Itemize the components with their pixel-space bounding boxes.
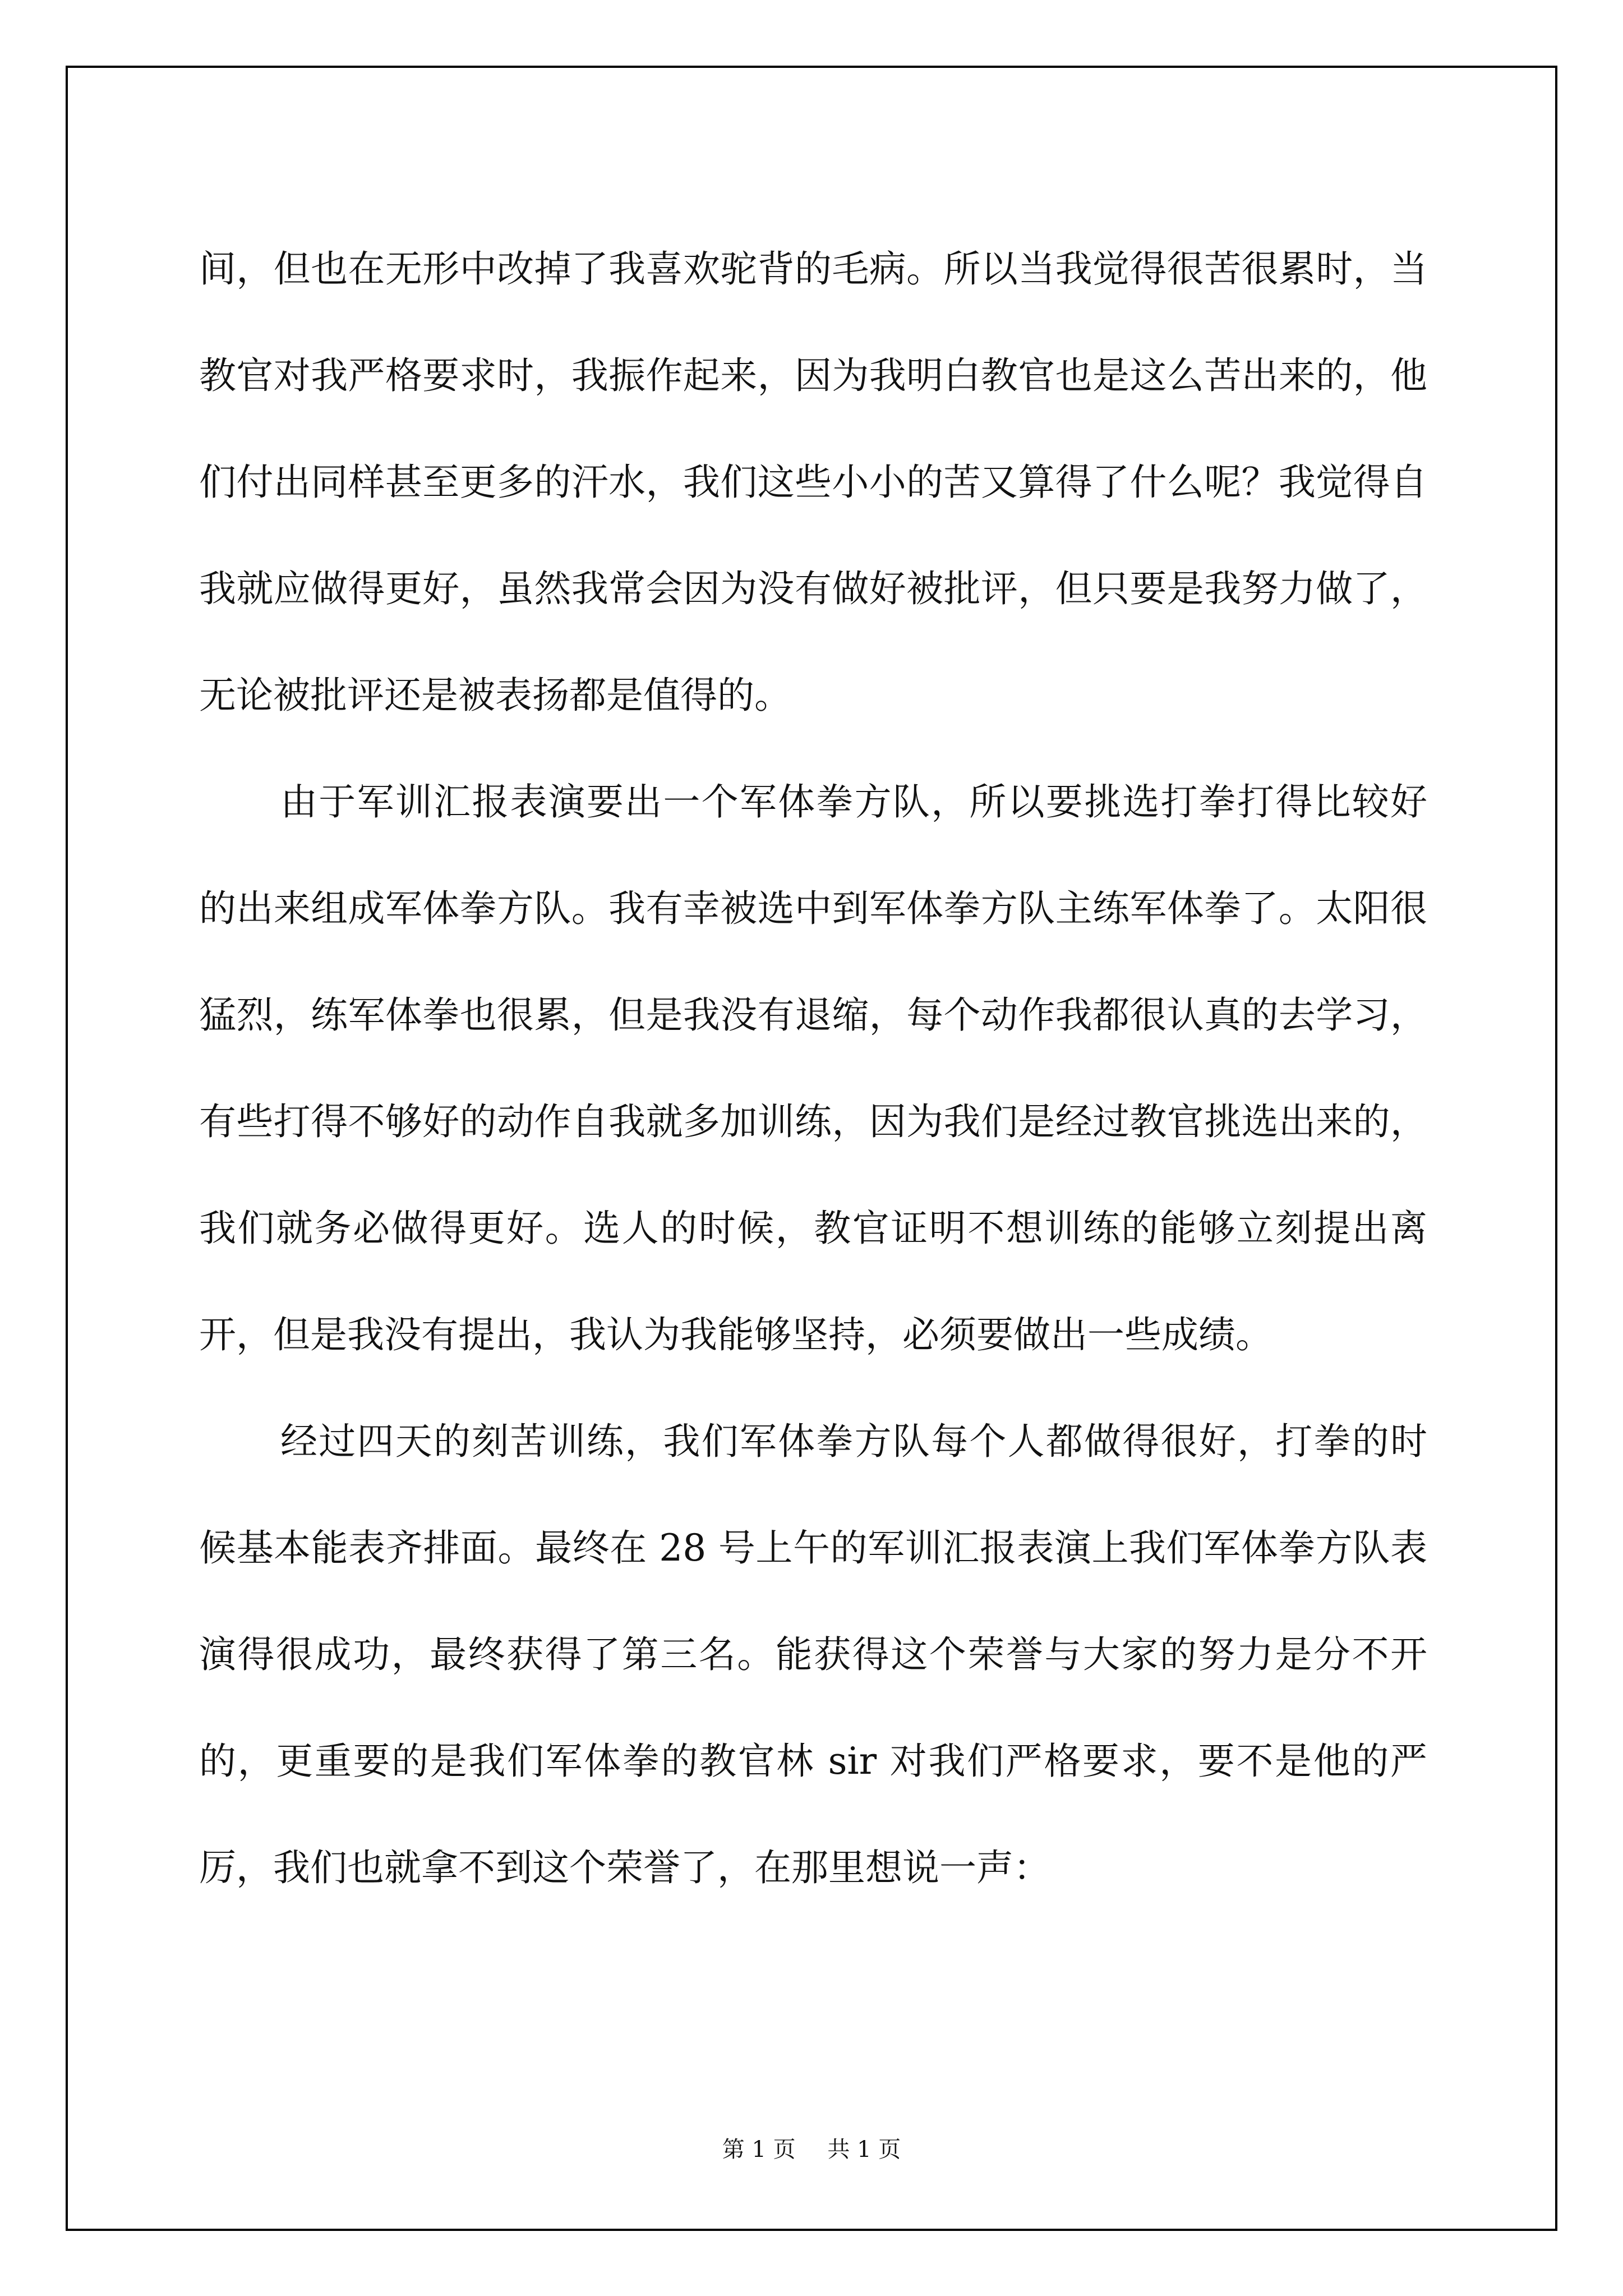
page-number-total: 共 1 页 [827,2137,901,2162]
paragraph-2: 由于军训汇报表演要出一个军体拳方队，所以要挑选打拳打得比较好的出来组成军体拳方队。我有幸被选中到军体拳方队主练军体拳了。太阳很猛烈，练军体拳也很累，但是我没有退缩，每个动作我都很认真的去学习，有些打得不够好的动作自我就多加训练，因为我们是经过教官挑选出来的，我们就务必做得更好。选人的时候，教官证明不想训练的能够立刻提出离开，但是我没有提出，我认为我能够坚持，必须要做出一些成绩。 [199,780,1427,1356]
page-number-current: 第 1 页 [722,2137,796,2162]
document-body [199,216,1427,1921]
paragraph-1: 间，但也在无形中改掉了我喜欢驼背的毛病。所以当我觉得很苦很累时，当教官对我严格要求时，我振作起来，因为我明白教官也是这么苦出来的，他们付出同样甚至更多的汗水，我们这些小小的苦又算得了什么呢？我觉得自我就应做得更好，虽然我常会因为没有做好被批评，但只要是我努力做了，无论被批评还是被表扬都是值得的。 [199,247,1427,717]
page-footer [0,2132,1623,2164]
paragraph-3: 经过四天的刻苦训练，我们军体拳方队每个人都做得很好，打拳的时候基本能表齐排面。最终在 28 号上午的军训汇报表演上我们军体拳方队表演得很成功，最终获得了第三名。能获得这个荣誉与大家的努力是分不开的，更重要的是我们军体拳的教官林 sir 对我们严格要求，要不是他的严厉，我们也就拿不到这个荣誉了，在那里想说一声： [199,1420,1427,1889]
